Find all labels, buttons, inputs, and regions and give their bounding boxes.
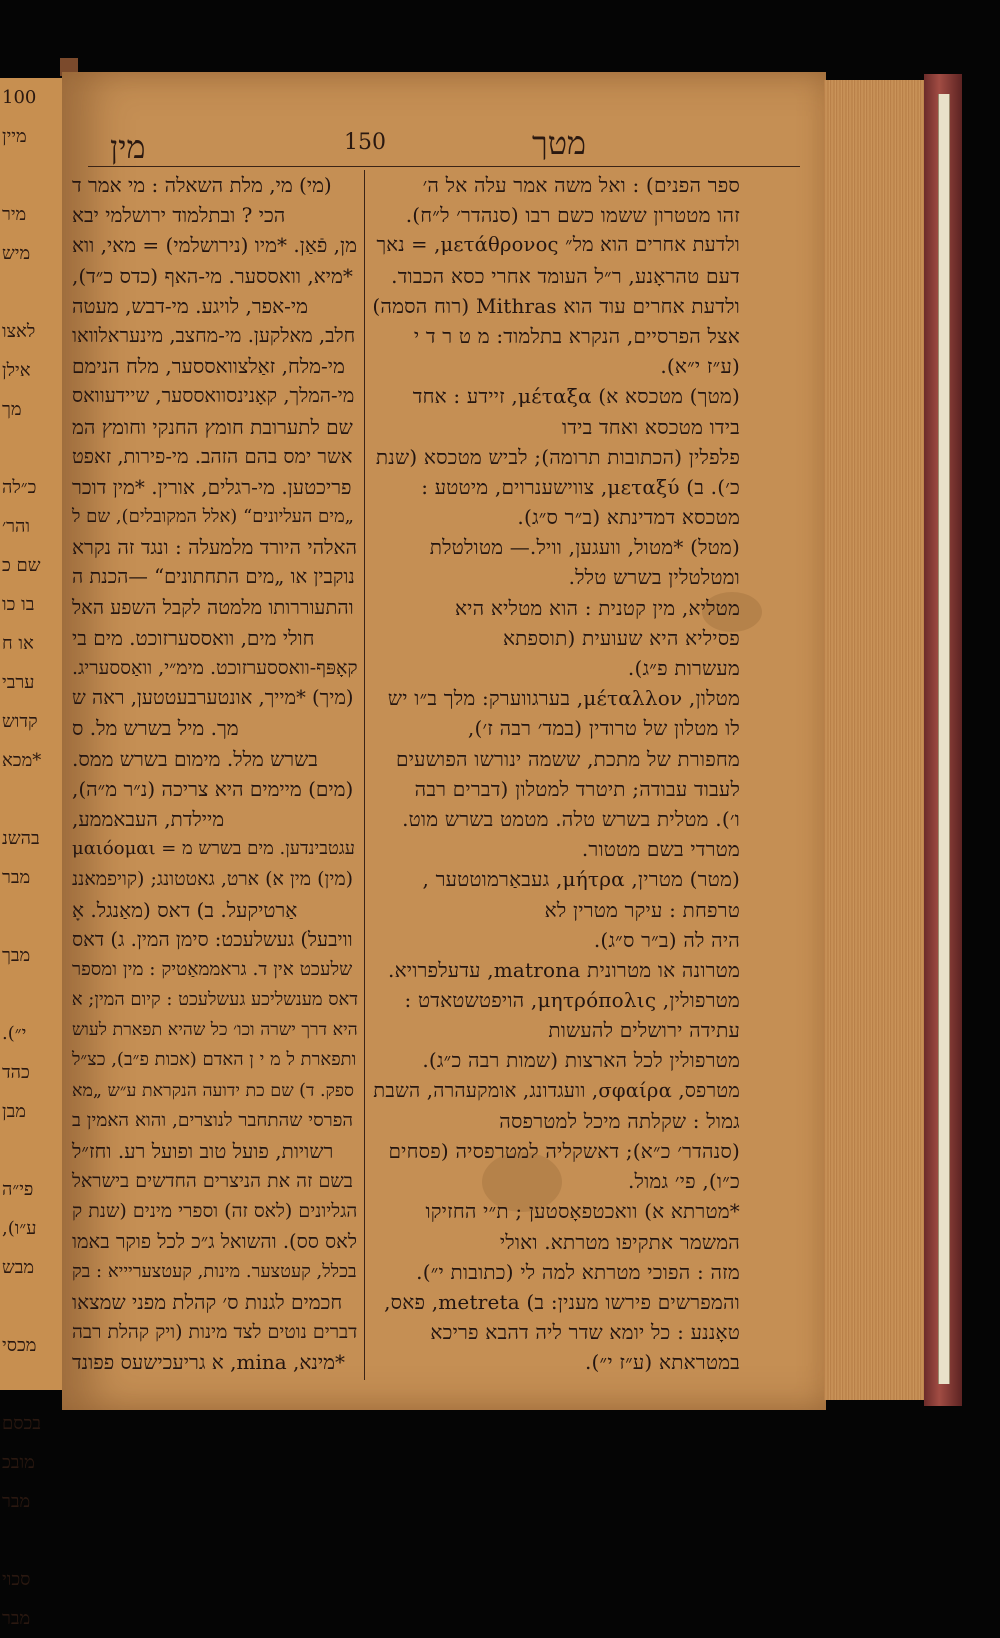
previous-page-line: מבר — [2, 1608, 31, 1629]
previous-page-line — [0, 975, 62, 1014]
previous-page-line: מיש — [2, 243, 31, 264]
text-line: ספר הפנים) : ואל משה אמר עלה אל ה׳ — [422, 173, 740, 197]
previous-page-line: בהשנ — [2, 828, 40, 849]
running-head-left: מין — [110, 128, 146, 166]
text-line: „מים העליונים“ (אלל המקובלים), שם ל — [72, 506, 354, 528]
previous-page-line — [0, 1287, 62, 1326]
previous-page-line — [0, 156, 62, 195]
text-line: מעשרות פ״ג). — [627, 656, 740, 680]
text-line: והתעוררותו מלמטה לקבל השפע האל — [72, 595, 354, 619]
previous-page-line — [0, 780, 62, 819]
text-line: טאָננע : כל יומא שדר ליה דהבא פריכא — [430, 1320, 740, 1345]
text-line: (מין) מין א) ארט, גאטטונג; (קויפמאננ — [72, 868, 354, 891]
dictionary-page — [62, 72, 826, 1410]
previous-page-line: והר׳ — [2, 516, 30, 537]
text-line: מטרדי בשם מטטור. — [581, 837, 740, 862]
text-line: מטלון, μέταλλον, בערגווערק: מלך ב״ו יש — [387, 686, 740, 711]
text-line: שלעכט אין ד. גראממאַטיק : מין ומספר — [72, 958, 353, 980]
text-line: עתידה ירושלים להעשות — [548, 1018, 740, 1043]
text-line: הגליונים (לאס זה) וספרי מינים (שנת ק — [72, 1200, 358, 1223]
text-line: (ע״ז י״א). — [660, 354, 740, 379]
text-line: (מטר) מטרין, μήτρα, געבאַרמוטטער , — [422, 867, 740, 892]
text-line: לעבוד עבודה; תיטרד למטלון (דברים רבה — [414, 776, 740, 801]
text-line: חלב, מאלקען. מי-מחצב, מינעראלוואו — [72, 323, 356, 347]
previous-page-line — [0, 273, 62, 312]
text-line: מן, פֿאַן. *מיו (נירושלמי) = מאי, ווא — [72, 233, 357, 258]
text-line: בשם זה את הניצרים החדשים בישראל — [72, 1170, 353, 1193]
previous-page-line: לאצו — [2, 321, 36, 342]
previous-page-line: כהד — [2, 1062, 30, 1083]
text-line: קאָפּף-וואססערזוכט. מימ״י, וואַססעריג. — [72, 657, 358, 679]
cover-hinge — [938, 94, 950, 1384]
text-line: בידו מטכסא ואחד בידו — [562, 414, 740, 439]
text-line: פריכטען. מי-רגלים, אורין. *מין דוכר — [72, 474, 352, 499]
text-line: המשמר אתקיפו מטרתא. ואולי — [499, 1229, 740, 1254]
previous-page-line: מיר — [2, 204, 27, 225]
text-line: הפרסי שהתחבר לנוצרים, והוא האמין ב — [72, 1109, 354, 1131]
text-line: מי-מלח, זאַלצוואססער, מלח הנימם — [72, 354, 345, 379]
text-line: *מטרתא א) וואכטפאָסטען ; ת״י החזיקו — [425, 1199, 740, 1224]
text-line: חכמים לגנות ס׳ קהלת מפני שמצאו — [72, 1289, 343, 1314]
text-line: כ׳). ב) μεταξύ, צווישענרוים, מיטטע : — [421, 474, 740, 499]
text-line: מך. מיל בשרש מל. ס — [72, 716, 239, 741]
previous-page-line: בכסם — [2, 1413, 41, 1434]
text-line: כ״ו), פי׳ גמול. — [628, 1169, 740, 1194]
text-line: *מינא, mina, א גריעכישעס פפונד — [72, 1350, 345, 1375]
previous-page-line: מכסי — [2, 1335, 37, 1356]
previous-page-line: אילן — [2, 360, 31, 381]
previous-page-line: סכוי — [2, 1569, 31, 1590]
text-line: לו מטלון של טרודין (במד׳ רבה ז׳), — [467, 716, 740, 741]
previous-page-line: מבר — [2, 867, 31, 888]
previous-page-line — [0, 429, 62, 468]
previous-page-line: *מכא — [2, 750, 42, 771]
text-line: עגטבינדען. מים בשרש מ = μαιόομαι — [72, 838, 355, 860]
text-line: מי-המלך, קאָנינסוואססער, שיידעוואס — [72, 384, 355, 408]
previous-page-line: מובכ — [2, 1452, 35, 1473]
previous-page-line: מבך — [2, 945, 31, 966]
previous-page-line: י״). — [2, 1023, 27, 1044]
page-number: 150 — [344, 130, 386, 155]
text-line: מזה : הפוכי מטרתא למה לי (כתובות י״). — [416, 1259, 740, 1284]
text-line: מטרונה או מטרונית matrona, עדעלפרויא. — [388, 957, 740, 982]
text-line: (מטל) *מטול, וועגען, וויל.— מטולטלת — [429, 535, 740, 560]
text-line: זהו מטטרון ששמו כשם רבו (סנהדר׳ ל״ח). — [405, 203, 740, 228]
previous-page-line: מיין — [2, 126, 27, 147]
text-line: רשויות, פועל טוב ופועל רע. וחז״ל — [72, 1139, 334, 1163]
text-line: לאס סס). והשואל ג״כ לכל פוקר באמו — [72, 1229, 357, 1253]
text-line: ולדעת אחרים הוא מל״ μετάθρονος, = נאך — [376, 233, 740, 257]
text-line: דעם טהראָנע, ר״ל העומד אחרי כסא הכבוד. — [391, 263, 740, 288]
text-line: היא דרך ישרה וכו׳ כל שהיא תפארת לעוש — [72, 1020, 358, 1041]
text-line: *מיא, וואססער. מי-האף (כדס כ״ד), — [72, 263, 353, 288]
text-line: נוקבין או „מים התחתונים“ —הכנת ה — [72, 565, 355, 589]
text-line: בשרש מלל. מימום בשרש ממס. — [72, 746, 318, 771]
previous-page-line: כ״לה — [2, 477, 37, 498]
previous-page-line: פי״ה — [2, 1179, 34, 1200]
page-header — [62, 120, 826, 166]
header-rule — [88, 166, 800, 167]
text-line: (מים) מיימים היא צריכה (נ״ר מ״ה), — [72, 776, 354, 801]
previous-page-line: בו כו — [2, 594, 35, 615]
text-line: מטרפולין לכל הארצות (שמות רבה כ״ג). — [422, 1048, 740, 1073]
previous-page-line: ערבי — [2, 672, 35, 693]
text-line: ו׳). מטלית בשרש טלה. מטמט בשרש מוט. — [402, 806, 740, 831]
right-column — [372, 170, 740, 1378]
previous-page-fragment — [0, 78, 65, 1629]
previous-page-line: 100 — [2, 87, 37, 108]
text-line: דברים נוטים לצד מינות (ויק קהלת רבה — [72, 1321, 358, 1344]
text-line: מי-אפר, לויגע. מי-דבש, מעטה — [72, 293, 308, 318]
previous-page-line: מך — [2, 399, 22, 420]
text-line: מטכסא דמדינתא (ב״ר ס״ג). — [517, 505, 740, 530]
text-line: ספק. ד) שם כת ידועה הנקראת ע״ש „מא — [72, 1080, 354, 1101]
text-line: האלהי היורד מלמעלה : ונגד זה נקרא — [72, 535, 357, 560]
previous-page-line: או ח — [2, 633, 34, 654]
text-line: שם לתערובת חומץ החנקי וחומץ המ — [72, 414, 353, 439]
text-line: חולי מים, וואססערזוכט. מים בי — [72, 625, 315, 650]
text-line: מטרפס, σφαίρα, וועגדונג, אומקעהרה, השבת — [373, 1078, 740, 1102]
text-line: (מי) מי, מלת השאלה : מי אמר ד — [72, 173, 332, 197]
text-line: מיילדת, העבאממע, — [72, 806, 225, 831]
text-line: וויבעל) געשלעכט: סימן המין. ג) דאס — [72, 927, 353, 951]
text-line: אצל הפרסיים, הנקרא בתלמוד: מ ט ר ד י — [413, 323, 740, 348]
previous-page-line: קדוש — [2, 711, 38, 732]
text-line: ומטלטלין בשרש טלל. — [568, 565, 740, 590]
text-line: אשר ימס בהם הזהב. מי-פירות, זאפט — [72, 444, 353, 468]
text-line: והמפרשים פירשו מענין: ב) metreta, פאס, — [384, 1289, 740, 1314]
text-line: מטרפולין, μητρόπολις, הויפטשטאדט : — [404, 988, 740, 1013]
text-line: גמול : שקלתה מיכל למטרפסה — [499, 1108, 740, 1133]
text-line: היה לה (ב״ר ס״ג). — [593, 927, 740, 952]
previous-page-line — [0, 1365, 62, 1404]
text-line: מטליא, מין קטנית : הוא מטליא היא — [454, 595, 740, 620]
previous-page-line: שם כ — [2, 555, 41, 576]
text-line: בכלל, קעטצער. מינות, קעטצעריייא : בק — [72, 1260, 357, 1282]
previous-page-line — [0, 1131, 62, 1170]
text-line: מחפורת של מתכת, ששמה ינורשו הפושעים — [396, 746, 740, 771]
running-head-right: מטך — [532, 124, 587, 162]
previous-page-line: מבן — [2, 1101, 26, 1122]
text-line: ולדעת אחרים עוד הוא Mithras (רוח הסמה) — [372, 293, 740, 318]
column-divider — [364, 170, 365, 1380]
text-line: טרפחת : עיקר מטרין לא — [544, 897, 740, 922]
previous-page-line — [0, 1521, 62, 1560]
text-line: אַרטיקעל. ב) דאס (מאַנגל. אָ — [72, 897, 298, 922]
text-line: הכי ? ובתלמוד ירושלמי יבא — [72, 203, 286, 228]
text-line: (מיך) *מייך, אונטערבעטטען, ראה ש — [72, 686, 354, 710]
text-line: במטראתא (ע״ז י״). — [584, 1350, 740, 1375]
previous-page-line — [0, 897, 62, 936]
text-line: ותפארת ל מ י ן האדם (אכות פ״ב), כצ״ל — [72, 1049, 357, 1071]
previous-page-line: ע״ו), — [2, 1218, 37, 1239]
page-edges — [824, 80, 926, 1400]
text-line: פסיליא היא שעועית (תוספתא — [502, 625, 740, 650]
text-line: דאס מענשליכע געשלעכט : קיום המין; א — [71, 989, 358, 1011]
previous-page-line: מבש — [2, 1257, 35, 1278]
text-line: פלפלין (הכתובות תרומה); לביש מטכסא (שנת — [375, 444, 740, 469]
previous-page-line: מבר — [2, 1491, 31, 1512]
text-line: (סנהדר׳ כ״א); דאשקליה למטרפסיה (פסחים — [388, 1139, 740, 1163]
book-cover-edge — [924, 74, 962, 1406]
text-line: (מטך) מטכסא א) μέταξα, זיידע : אחד — [412, 384, 740, 409]
left-column — [72, 170, 358, 1378]
